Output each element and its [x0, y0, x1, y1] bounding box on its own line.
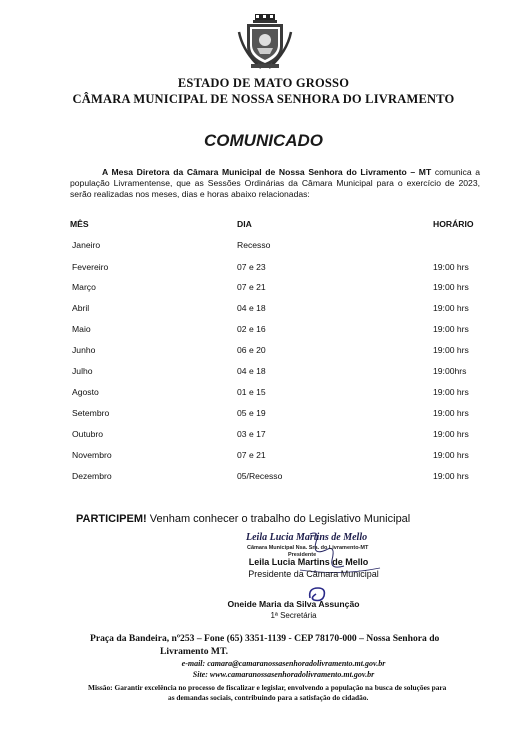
table-row [0, 450, 527, 464]
page-title: COMUNICADO [204, 131, 323, 150]
row-day: 04 e 18 [237, 366, 266, 376]
row-month: Abril [72, 303, 90, 313]
row-day: 02 e 16 [237, 324, 266, 334]
column-header-month: MÊS [70, 219, 89, 229]
table-row [0, 324, 527, 338]
president-name: Leila Lucia Martins de Mello [248, 557, 369, 567]
row-time: 19:00 hrs [433, 324, 469, 334]
intro-paragraph [70, 167, 480, 200]
secretary-role: 1ª Secretária [270, 611, 317, 620]
row-day: 01 e 15 [237, 387, 266, 397]
president-role: Presidente da Câmara Municipal [248, 569, 379, 579]
participem-bold: PARTICIPEM! [76, 513, 147, 525]
row-time: 19:00 hrs [433, 450, 469, 460]
table-row [0, 429, 527, 443]
address-line: Livramento MT. [160, 646, 229, 657]
table-row [0, 303, 527, 317]
row-month: Março [72, 282, 96, 292]
row-month: Outubro [72, 429, 104, 439]
table-row [0, 282, 527, 296]
row-month: Janeiro [72, 240, 101, 250]
row-time: 19:00 hrs [433, 262, 469, 272]
mission-statement [88, 683, 478, 703]
row-time: 19:00 hrs [433, 303, 469, 313]
table-row [0, 345, 527, 359]
signature-stamp-role: Presidente [288, 552, 317, 558]
row-day: 07 e 21 [237, 450, 266, 460]
signature-script: Leila Lucia Martins de Mello [246, 532, 368, 543]
row-day: 04 e 18 [237, 303, 266, 313]
row-time: 19:00 hrs [433, 429, 469, 439]
row-month: Dezembro [72, 471, 112, 481]
row-time: 19:00hrs [433, 366, 467, 376]
participem-line [76, 513, 410, 525]
state-name: ESTADO DE MATO GROSSO [177, 76, 350, 90]
row-month: Julho [72, 366, 93, 376]
intro-lead: A Mesa Diretora da Câmara Municipal de Nossa Senhora do Livramento – MT [102, 167, 432, 177]
table-row [0, 387, 527, 401]
email-link[interactable]: e-mail: camara@camaranossasenhoradolivramento.mt.gov.br [181, 659, 386, 668]
intro-text: comunica a população Livramentense, que as Sessões Ordinárias da Câmara Municipal para o exercício de 2023, serão realizadas nos meses, dias e horas abaixo relacionadas: [70, 167, 481, 199]
site-link[interactable]: Site: www.camaranossasenhoradolivramento.mt.gov.br [192, 670, 375, 679]
table-row [0, 471, 527, 485]
row-time: 19:00 hrs [433, 345, 469, 355]
row-month: Fevereiro [72, 262, 109, 272]
row-day: 03 e 17 [237, 429, 266, 439]
row-day: 07 e 21 [237, 282, 266, 292]
secretary-name: Oneide Maria da Silva Assunção [227, 599, 360, 609]
address-line: Praça da Bandeira, nº253 – Fone (65) 3351-1139 - CEP 78170-000 – Nossa Senhora do [90, 633, 440, 644]
table-row [0, 262, 527, 276]
row-month: Maio [72, 324, 91, 334]
row-day: Recesso [237, 240, 271, 250]
row-time: 19:00 hrs [433, 408, 469, 418]
row-month: Agosto [72, 387, 99, 397]
table-row [0, 408, 527, 422]
column-header-time: HORÁRIO [433, 219, 474, 229]
row-time: 19:00 hrs [433, 471, 469, 481]
coat-of-arms-icon [237, 12, 293, 70]
address-block [90, 632, 480, 658]
row-day: 05/Recesso [237, 471, 283, 481]
mission-line: Missão: Garantir excelência no processo de fiscalizar e legislar, envolvendo a população na busca de soluções para [88, 683, 447, 692]
mission-line: as demandas sociais, contribuindo para a satisfação do cidadão. [168, 693, 369, 702]
row-month: Novembro [72, 450, 112, 460]
signature-stamp: Câmara Municipal Nsa. Sra. do Livramento-MT [247, 545, 369, 551]
table-row [0, 240, 527, 254]
participem-text: Venham conhecer o trabalho do Legislativo Municipal [146, 513, 411, 525]
row-time: 19:00 hrs [433, 387, 469, 397]
row-month: Junho [72, 345, 96, 355]
row-time: 19:00 hrs [433, 282, 469, 292]
row-day: 06 e 20 [237, 345, 266, 355]
table-row [0, 366, 527, 380]
row-day: 07 e 23 [237, 262, 266, 272]
chamber-name: CÂMARA MUNICIPAL DE NOSSA SENHORA DO LIVRAMENTO [72, 92, 455, 106]
row-day: 05 e 19 [237, 408, 266, 418]
row-month: Setembro [72, 408, 110, 418]
column-header-day: DIA [237, 219, 252, 229]
